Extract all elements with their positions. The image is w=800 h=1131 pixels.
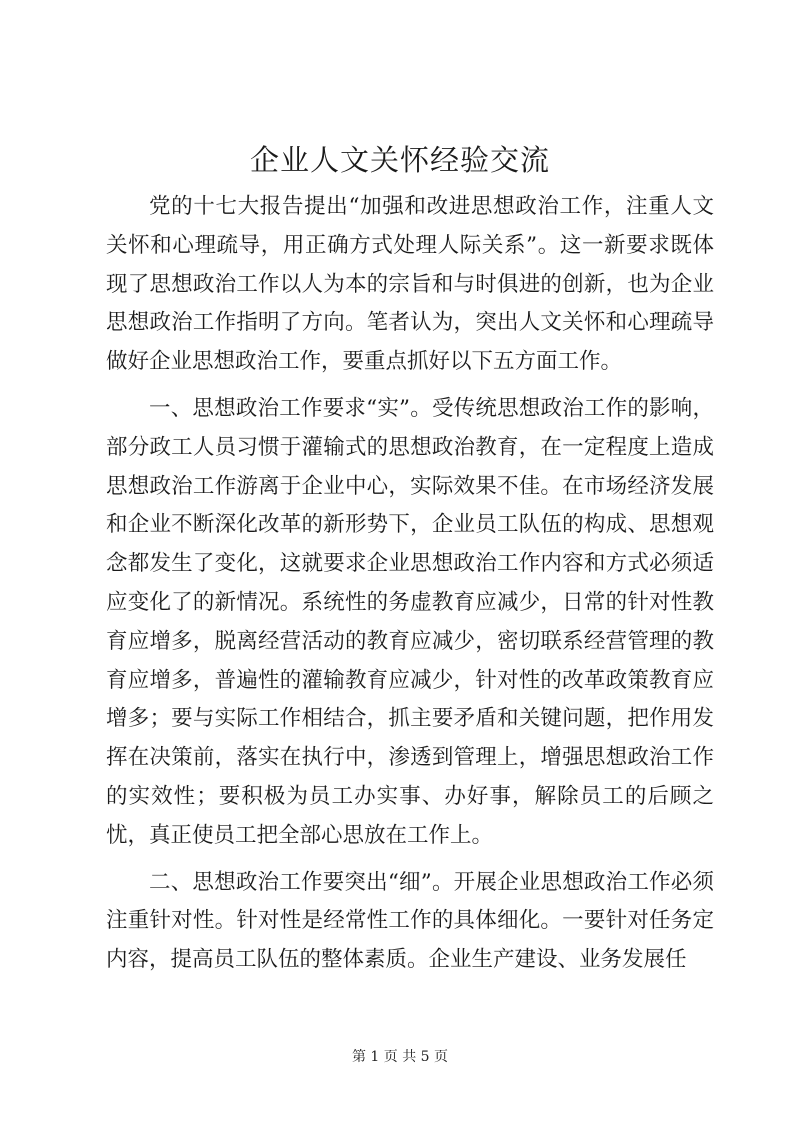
paragraph-section-one: 一、思想政治工作要求“实”。受传统思想政治工作的影响，部分政工人员习惯于灌输式的思想政治教育，在一定程度上造成思想政治工作游离于企业中心，实际效果不佳。在市场经济发展和企业不断深化改革的新形势下，企业员工队伍的构成、思想观念都发生了变化，这就要求企业思想政治工作内容和方式必须适应变化了的新情况。系统性的务虚教育应减少，日常的针对性教育应增多，脱离经营活动的教育应减少，密切联系经营管理的教育应增多，普遍性的灌输教育应减少，针对性的改革政策教育应增多；要与实际工作相结合，抓主要矛盾和关键问题，把作用发挥在决策前，落实在执行中，渗透到管理上，增强思想政治工作的实效性；要积极为员工办实事、办好事，解除员工的后顾之忧，真正使员工把全部心思放在工作上。	[106, 395, 714, 848]
paragraph-section-two: 二、思想政治工作要突出“细”。开展企业思想政治工作必须注重针对性。针对性是经常性工作的具体细化。一要针对任务定内容，提高员工队伍的整体素质。企业生产建设、业务发展任	[106, 869, 714, 973]
page-number-footer: 第 1 页 共 5 页	[351, 1049, 449, 1065]
document-title: 企业人文关怀经验交流	[249, 143, 550, 177]
document-body	[106, 188, 714, 980]
paragraph-intro: 党的十七大报告提出“加强和改进思想政治工作，注重人文关怀和心理疏导，用正确方式处理人际关系”。这一新要求既体现了思想政治工作以人为本的宗旨和与时俱进的创新，也为企业思想政治工作指明了方向。笔者认为，突出人文关怀和心理疏导做好企业思想政治工作，要重点抓好以下五方面工作。	[106, 194, 714, 375]
